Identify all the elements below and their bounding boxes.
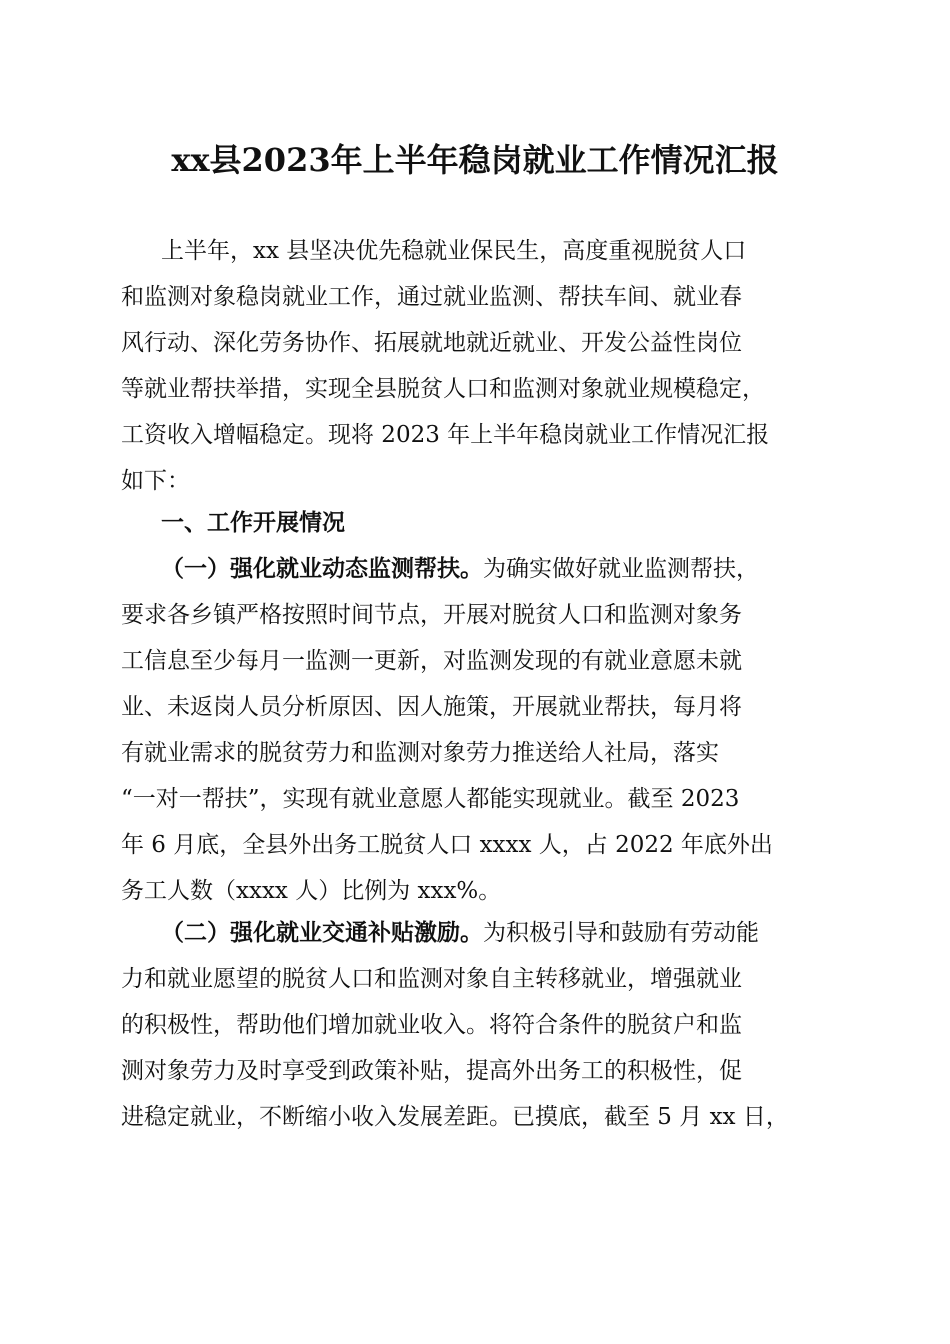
- text-line: 年 6 月底，全县外出务工脱贫人口 xxxx 人，占 2022 年底外出: [121, 832, 773, 858]
- text-line: 等就业帮扶举措，实现全县脱贫人口和监测对象就业规模稳定，: [121, 376, 765, 402]
- item2-paragraph: [121, 910, 831, 1140]
- text-line: 测对象劳力及时享受到政策补贴，提高外出务工的积极性，促: [121, 1058, 742, 1084]
- item2-first-line-rest: 为积极引导和鼓励有劳动能: [483, 920, 759, 946]
- text-line: “一对一帮扶”，实现有就业意愿人都能实现就业。截至 2023: [121, 786, 740, 812]
- item1-first-line-rest: 为确实做好就业监测帮扶，: [483, 556, 759, 582]
- text-line: 进稳定就业，不断缩小收入发展差距。已摸底，截至 5 月 xx 日，: [121, 1104, 789, 1130]
- text-line: 力和就业愿望的脱贫人口和监测对象自主转移就业，增强就业: [121, 966, 742, 992]
- text-line: [121, 910, 831, 956]
- item1-lead: （一）强化就业动态监测帮扶。: [161, 555, 483, 582]
- text-line: 务工人数（xxxx 人）比例为 xxx%。: [121, 878, 502, 904]
- text-line: 风行动、深化劳务协作、拓展就地就近就业、开发公益性岗位: [121, 330, 742, 356]
- text-line: 和监测对象稳岗就业工作，通过就业监测、帮扶车间、就业春: [121, 284, 742, 310]
- text-line: 的积极性，帮助他们增加就业收入。将符合条件的脱贫户和监: [121, 1012, 742, 1038]
- text-line: 业、未返岗人员分析原因、因人施策，开展就业帮扶，每月将: [121, 694, 742, 720]
- item1-paragraph: [121, 546, 831, 914]
- text-line: 工资收入增幅稳定。现将 2023 年上半年稳岗就业工作情况汇报: [121, 422, 770, 448]
- document-title: xx县2023年上半年稳岗就业工作情况汇报: [171, 141, 779, 179]
- text-line: 工信息至少每月一监测一更新，对监测发现的有就业意愿未就: [121, 648, 742, 674]
- text-line: 有就业需求的脱贫劳力和监测对象劳力推送给人社局，落实: [121, 740, 719, 766]
- text-line: 上半年，xx 县坚决优先稳就业保民生，高度重视脱贫人口: [161, 238, 747, 264]
- section-heading: 一、工作开展情况: [161, 510, 345, 536]
- text-line: [121, 546, 831, 592]
- section-heading-block: [121, 500, 831, 546]
- text-line: 要求各乡镇严格按照时间节点，开展对脱贫人口和监测对象务: [121, 602, 742, 628]
- text-line: 如下：: [121, 468, 190, 494]
- intro-paragraph: [121, 228, 831, 504]
- item2-lead: （二）强化就业交通补贴激励。: [161, 919, 483, 946]
